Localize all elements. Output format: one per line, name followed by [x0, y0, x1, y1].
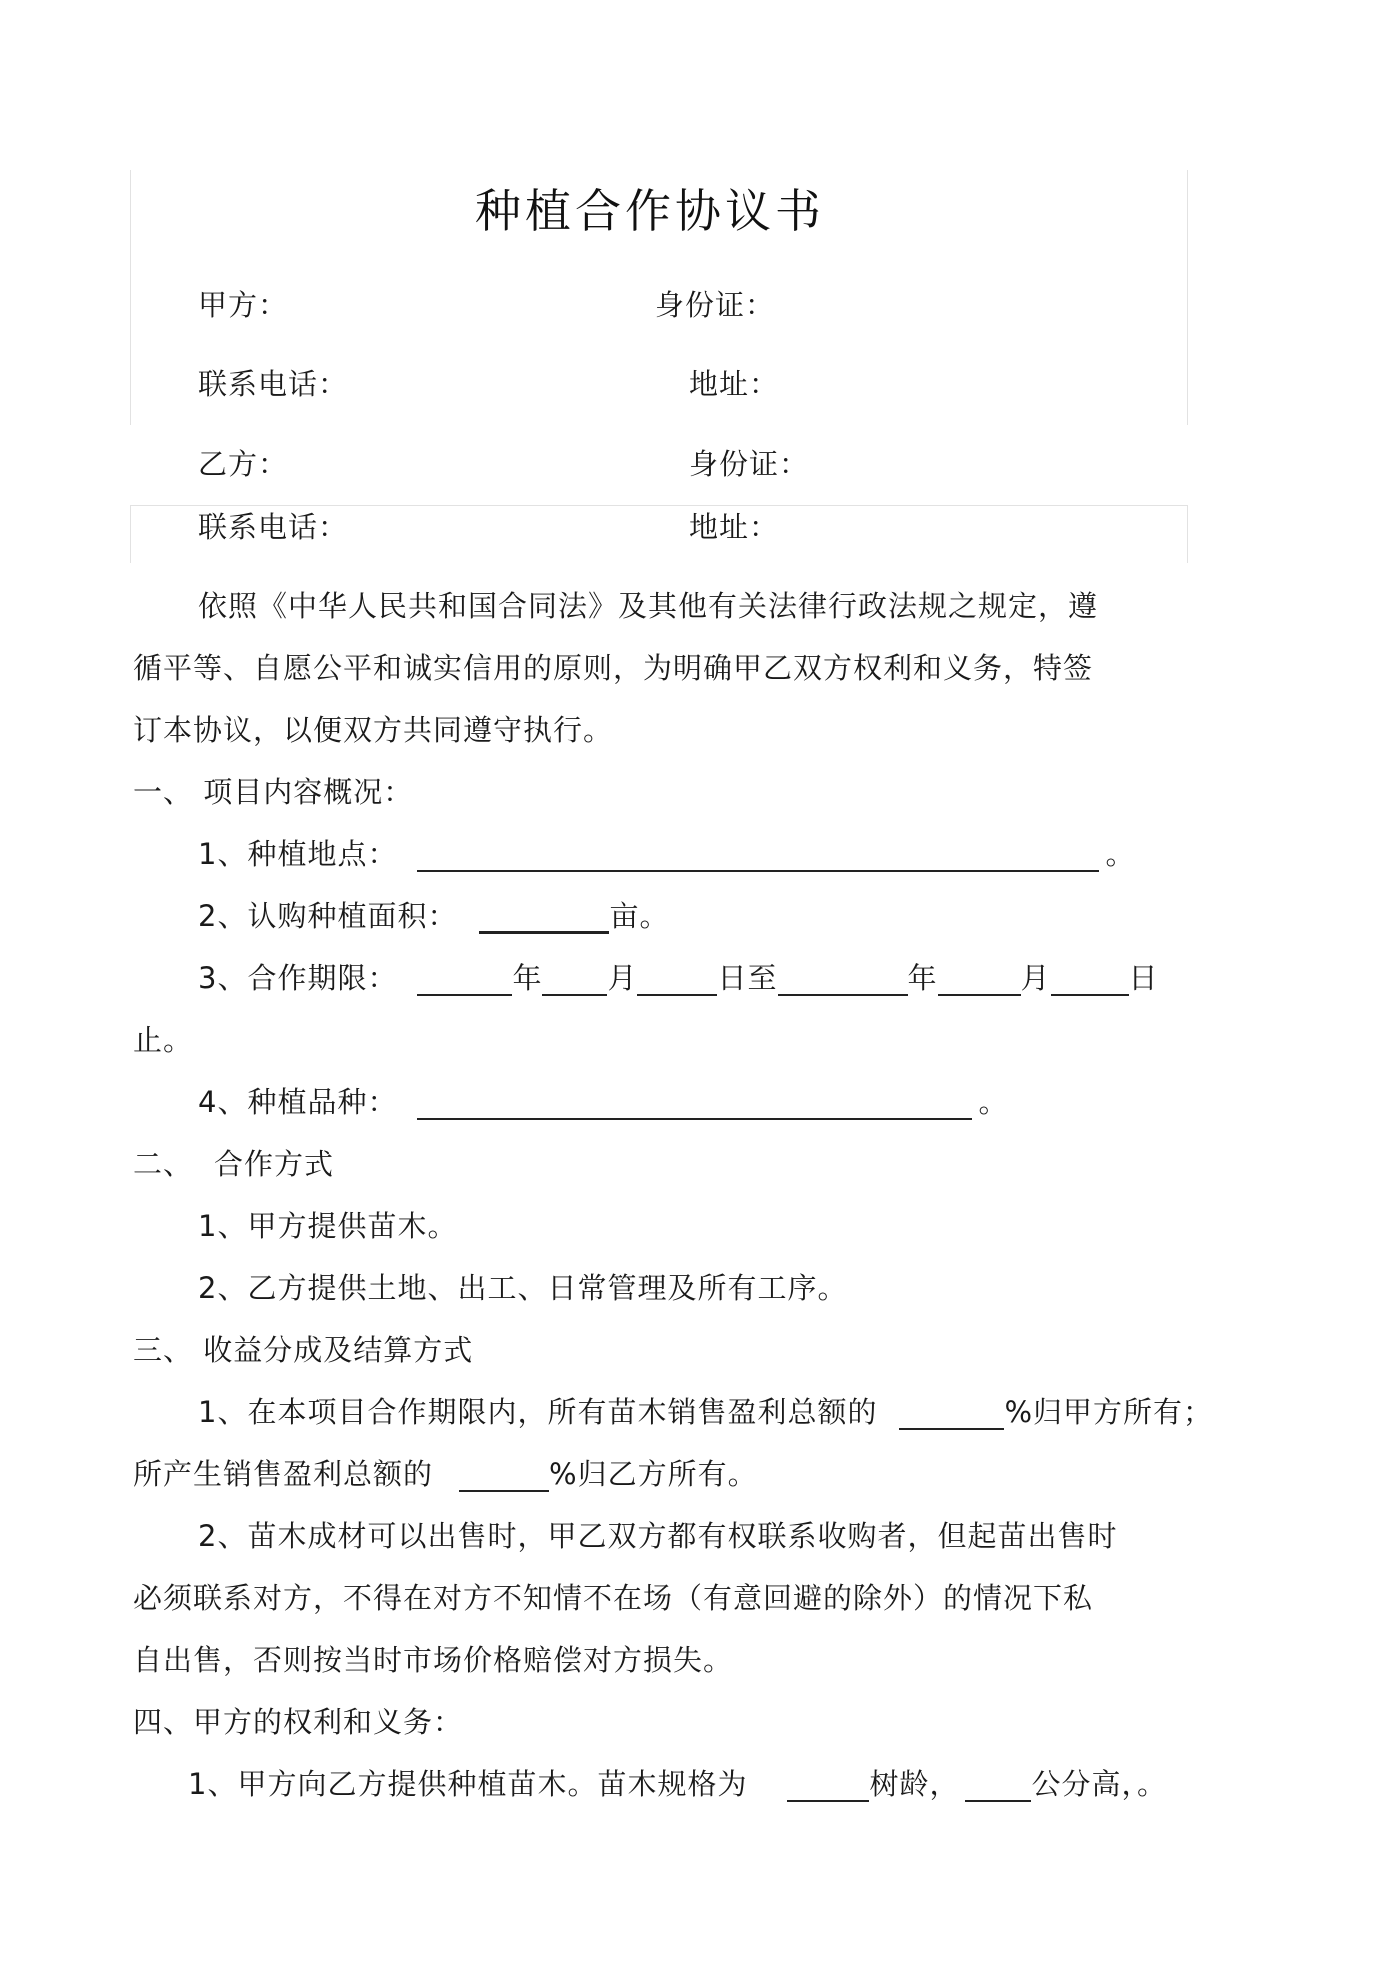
- party-a-share-end: %归甲方所有；: [1004, 1395, 1214, 1429]
- height-blank[interactable]: [965, 1770, 1031, 1802]
- party-a-share-blank[interactable]: [899, 1398, 1004, 1430]
- party-a-id-label: 身份证：: [655, 288, 776, 322]
- planting-location-blank[interactable]: [417, 840, 1099, 872]
- intro-line-2: 循平等、自愿公平和诚实信用的原则，为明确甲乙双方权利和义务，特签: [133, 651, 1094, 685]
- planting-area-unit: 亩。: [609, 899, 670, 933]
- intro-line-1: 依照《中华人民共和国合同法》及其他有关法律行政法规之规定，遵: [198, 589, 1099, 623]
- planting-location-end: 。: [1105, 837, 1136, 871]
- party-a-share-text: 1、在本项目合作期限内，所有苗木销售盈利总额的: [198, 1395, 878, 1429]
- section-3-item-2-line-2: 必须联系对方，不得在对方不知情不在场（有意回避的除外）的情况下私: [133, 1581, 1094, 1615]
- start-year-unit: 年: [512, 961, 543, 995]
- party-a-label: 甲方：: [198, 288, 289, 322]
- party-b-id-label: 身份证：: [689, 447, 810, 481]
- frame-right-lower-line: [1187, 505, 1188, 563]
- planting-area-label: 2、认购种植面积：: [198, 899, 458, 933]
- section-2-item-1: 1、甲方提供苗木。: [198, 1209, 458, 1243]
- variety-label: 4、种植品种：: [198, 1085, 398, 1119]
- party-b-share-text: 所产生销售盈利总额的: [133, 1457, 434, 1491]
- variety-end: 。: [978, 1085, 1009, 1119]
- party-b-share-end: %归乙方所有。: [549, 1457, 758, 1491]
- section-2-heading-num: 二、: [133, 1147, 194, 1181]
- party-b-address-label: 地址：: [689, 510, 780, 544]
- section-3-item-2-line-1: 2、苗木成材可以出售时，甲乙双方都有权联系收购者，但起苗出售时: [198, 1519, 1118, 1553]
- end-month-unit: 月: [1020, 961, 1051, 995]
- intro-line-3: 订本协议，以便双方共同遵守执行。: [133, 713, 614, 747]
- party-a-phone-label: 联系电话：: [198, 367, 349, 401]
- height-unit: 公分高，。: [1031, 1767, 1167, 1801]
- seedling-spec-text: 1、甲方向乙方提供种植苗木。苗木规格为: [188, 1767, 748, 1801]
- variety-blank[interactable]: [417, 1088, 972, 1120]
- frame-left-lower-line: [130, 505, 131, 563]
- section-1-item-4: [198, 1084, 1008, 1120]
- section-1-item-1: [198, 836, 1135, 872]
- party-b-share-blank[interactable]: [459, 1460, 549, 1492]
- start-month-unit: 月: [607, 961, 638, 995]
- section-1-heading: 一、 项目内容概况：: [133, 775, 414, 809]
- document-title: 种植合作协议书: [475, 184, 825, 238]
- start-year-blank[interactable]: [417, 964, 512, 996]
- end-day-unit: 日: [1128, 961, 1159, 995]
- end-day-blank[interactable]: [1051, 964, 1129, 996]
- start-day-blank[interactable]: [637, 964, 717, 996]
- tree-age-blank[interactable]: [787, 1770, 869, 1802]
- section-4-item-1: [188, 1766, 1167, 1802]
- term-continued: 止。: [133, 1023, 194, 1057]
- end-month-blank[interactable]: [938, 964, 1021, 996]
- tree-age-unit: 树龄，: [869, 1767, 960, 1801]
- planting-location-label: 1、种植地点：: [198, 837, 398, 871]
- end-year-unit: 年: [907, 961, 938, 995]
- start-day-unit: 日至: [717, 961, 778, 995]
- section-2-item-2: 2、乙方提供土地、出工、日常管理及所有工序。: [198, 1271, 848, 1305]
- party-b-phone-label: 联系电话：: [198, 510, 349, 544]
- term-label: 3、合作期限：: [198, 961, 398, 995]
- section-2-heading-text: 合作方式: [214, 1147, 335, 1181]
- start-month-blank[interactable]: [542, 964, 607, 996]
- section-1-item-2: [198, 898, 669, 934]
- party-b-label: 乙方：: [198, 447, 289, 481]
- section-1-item-3: [198, 960, 1159, 996]
- planting-area-blank[interactable]: [479, 901, 609, 934]
- party-a-address-label: 地址：: [689, 367, 780, 401]
- section-4-heading: 四、甲方的权利和义务：: [133, 1705, 464, 1739]
- end-year-blank[interactable]: [778, 964, 908, 996]
- frame-mid-line: [130, 505, 1188, 506]
- section-3-heading: 三、 收益分成及结算方式: [133, 1333, 474, 1367]
- section-3-item-2-line-3: 自出售，否则按当时市场价格赔偿对方损失。: [133, 1643, 734, 1677]
- section-3-item-1-line-2: [133, 1456, 758, 1492]
- section-3-item-1-line-1: [198, 1394, 1213, 1430]
